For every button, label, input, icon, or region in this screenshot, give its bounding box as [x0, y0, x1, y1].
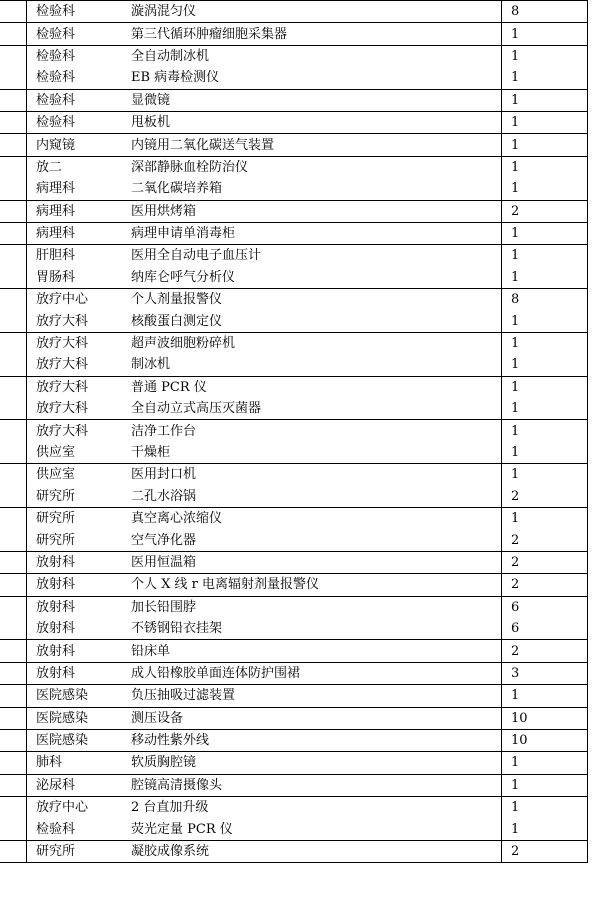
quantity-cell: 1	[502, 245, 588, 267]
equipment-name-cell: 核酸蛋白测定仪	[131, 313, 223, 329]
department-cell: 检验科	[27, 89, 132, 111]
index-cell	[0, 442, 27, 464]
equipment-name-cell: 二氧化碳培养箱	[131, 181, 223, 197]
department-cell: 放疗大科	[36, 357, 89, 373]
index-cell	[0, 551, 27, 573]
equipment-name-cell: 全自动立式高压灭菌器	[131, 401, 262, 417]
quantity-cell: 1	[502, 310, 588, 332]
table-row	[0, 200, 588, 222]
quantity-cell: 1	[502, 67, 588, 89]
quantity-cell: 10	[502, 707, 588, 729]
department-cell: 研究所	[27, 840, 132, 862]
department-cell: 放射科	[27, 640, 132, 662]
index-cell	[0, 729, 27, 751]
table-row	[0, 134, 588, 156]
table-row	[0, 420, 588, 442]
quantity-cell: 2	[502, 529, 588, 551]
index-cell	[0, 818, 27, 840]
table-row	[0, 222, 588, 244]
quantity-cell: 1	[502, 818, 588, 840]
table-row	[0, 507, 588, 529]
table-row	[0, 156, 588, 178]
quantity-cell: 1	[502, 752, 588, 774]
table-row	[0, 442, 588, 464]
equipment-name-cell: 个人 X 线 r 电离辐射剂量报警仪	[131, 574, 502, 596]
equipment-name-cell: 医用全自动电子血压计	[131, 245, 502, 267]
table-row	[0, 551, 588, 573]
quantity-cell: 1	[502, 267, 588, 289]
equipment-name-cell: 加长铅围脖	[131, 596, 502, 618]
equipment-name-cell: 普通 PCR 仪	[131, 376, 502, 398]
index-cell	[0, 178, 27, 200]
quantity-cell: 2	[502, 840, 588, 862]
index-cell	[0, 89, 27, 111]
department-cell: 研究所	[27, 507, 132, 529]
index-cell	[0, 332, 27, 354]
equipment-name-cell: 洁净工作台	[131, 420, 502, 442]
index-cell	[0, 134, 27, 156]
equipment-name-cell: 纳库仑呼气分析仪	[131, 269, 236, 285]
index-cell	[0, 1, 27, 23]
department-cell: 肝胆科	[27, 245, 132, 267]
equipment-name-cell: 深部静脉血栓防治仪	[131, 156, 502, 178]
table-row	[0, 840, 588, 862]
equipment-name-cell: 真空离心浓缩仪	[131, 507, 502, 529]
table-row	[0, 67, 588, 89]
table-row	[0, 178, 588, 200]
index-cell	[0, 420, 27, 442]
department-cell: 放射科	[27, 551, 132, 573]
equipment-name-cell: 医用烘烤箱	[131, 200, 502, 222]
table-row	[0, 685, 588, 707]
index-cell	[0, 640, 27, 662]
table-row	[0, 310, 588, 332]
department-cell: 检验科	[36, 821, 76, 837]
table-row	[0, 529, 588, 551]
index-cell	[0, 752, 27, 774]
department-cell: 检验科	[27, 23, 132, 45]
table-row	[0, 574, 588, 596]
index-cell	[0, 774, 27, 796]
equipment-name-cell: 凝胶成像系统	[131, 840, 502, 862]
index-cell	[0, 245, 27, 267]
table-row	[0, 398, 588, 420]
department-cell: 放疗中心	[27, 797, 132, 819]
quantity-cell: 2	[502, 640, 588, 662]
equipment-name-cell: 不锈钢铅衣挂架	[131, 621, 223, 637]
table-row	[0, 45, 588, 67]
quantity-cell: 2	[502, 574, 588, 596]
quantity-cell: 8	[502, 289, 588, 311]
table-row	[0, 89, 588, 111]
table-row	[0, 111, 588, 133]
index-cell	[0, 529, 27, 551]
department-cell: 医院感染	[27, 707, 132, 729]
department-cell: 病理科	[27, 200, 132, 222]
table-row	[0, 245, 588, 267]
equipment-name-cell: 甩板机	[131, 111, 502, 133]
quantity-cell: 1	[502, 398, 588, 420]
index-cell	[0, 707, 27, 729]
index-cell	[0, 574, 27, 596]
table-row	[0, 464, 588, 486]
department-cell: 放疗大科	[36, 401, 89, 417]
equipment-name-cell: 全自动制冰机	[131, 45, 502, 67]
equipment-name-cell: 腔镜高清摄像头	[131, 774, 502, 796]
quantity-cell: 2	[502, 551, 588, 573]
index-cell	[0, 67, 27, 89]
index-cell	[0, 376, 27, 398]
equipment-name-cell: 医用恒温箱	[131, 551, 502, 573]
department-cell: 检验科	[27, 45, 132, 67]
equipment-name-cell: 显微镜	[131, 89, 502, 111]
index-cell	[0, 398, 27, 420]
department-cell: 医院感染	[27, 685, 132, 707]
department-cell: 研究所	[36, 488, 76, 504]
index-cell	[0, 662, 27, 684]
department-cell: 内窥镜	[27, 134, 132, 156]
table-row	[0, 354, 588, 376]
department-cell: 病理科	[27, 222, 132, 244]
table-row	[0, 23, 588, 45]
department-cell: 病理科	[36, 181, 76, 197]
equipment-name-cell: 二孔水浴锅	[131, 488, 197, 504]
equipment-name-cell: 个人剂量报警仪	[131, 289, 502, 311]
quantity-cell: 1	[502, 442, 588, 464]
table-row	[0, 596, 588, 618]
index-cell	[0, 267, 27, 289]
quantity-cell: 1	[502, 45, 588, 67]
equipment-name-cell: 测压设备	[131, 707, 502, 729]
department-cell: 检验科	[27, 111, 132, 133]
equipment-name-cell: 超声波细胞粉碎机	[131, 332, 502, 354]
table-row	[0, 640, 588, 662]
index-cell	[0, 354, 27, 376]
equipment-name-cell: 漩涡混匀仪	[131, 1, 502, 23]
equipment-name-cell: 制冰机	[131, 357, 171, 373]
table-row	[0, 797, 588, 819]
department-cell: 供应室	[27, 464, 132, 486]
department-cell: 肺科	[27, 752, 132, 774]
index-cell	[0, 45, 27, 67]
department-cell: 放射科	[27, 662, 132, 684]
equipment-name-cell: 移动性紫外线	[131, 729, 502, 751]
table-row	[0, 729, 588, 751]
index-cell	[0, 464, 27, 486]
department-cell: 检验科	[27, 1, 132, 23]
quantity-cell: 1	[502, 23, 588, 45]
index-cell	[0, 111, 27, 133]
department-cell: 放疗大科	[27, 376, 132, 398]
equipment-name-cell: 荧光定量 PCR 仪	[131, 821, 233, 837]
equipment-name-cell: 第三代循环肿瘤细胞采集器	[131, 23, 502, 45]
quantity-cell: 1	[502, 178, 588, 200]
department-cell: 放疗大科	[27, 420, 132, 442]
quantity-cell: 1	[502, 507, 588, 529]
quantity-cell: 1	[502, 376, 588, 398]
department-cell: 放射科	[27, 574, 132, 596]
equipment-name-cell: 病理申请单消毒柜	[131, 222, 502, 244]
quantity-cell: 1	[502, 420, 588, 442]
table-row	[0, 486, 588, 508]
index-cell	[0, 200, 27, 222]
quantity-cell: 1	[502, 332, 588, 354]
quantity-cell: 1	[502, 156, 588, 178]
index-cell	[0, 618, 27, 640]
index-cell	[0, 840, 27, 862]
department-cell: 检验科	[36, 70, 76, 86]
table-row	[0, 267, 588, 289]
table-row	[0, 376, 588, 398]
equipment-name-cell: 负压抽吸过滤装置	[131, 685, 502, 707]
equipment-name-cell: 铅床单	[131, 640, 502, 662]
quantity-cell: 6	[502, 618, 588, 640]
quantity-cell: 1	[502, 464, 588, 486]
equipment-name-cell: 空气净化器	[131, 532, 197, 548]
table-row	[0, 818, 588, 840]
table-row	[0, 289, 588, 311]
department-cell: 研究所	[36, 532, 76, 548]
index-cell	[0, 310, 27, 332]
index-cell	[0, 685, 27, 707]
department-cell: 放疗大科	[36, 313, 89, 329]
index-cell	[0, 486, 27, 508]
quantity-cell: 1	[502, 89, 588, 111]
index-cell	[0, 507, 27, 529]
quantity-cell: 1	[502, 774, 588, 796]
department-cell: 放二	[27, 156, 132, 178]
quantity-cell: 1	[502, 685, 588, 707]
equipment-name-cell: 内镜用二氧化碳送气装置	[131, 134, 502, 156]
department-cell: 供应室	[36, 445, 76, 460]
index-cell	[0, 222, 27, 244]
table-body	[0, 1, 588, 863]
equipment-name-cell: 医用封口机	[131, 464, 502, 486]
index-cell	[0, 156, 27, 178]
index-cell	[0, 596, 27, 618]
table-row	[0, 707, 588, 729]
index-cell	[0, 23, 27, 45]
quantity-cell: 1	[502, 354, 588, 376]
quantity-cell: 8	[502, 1, 588, 23]
quantity-cell: 1	[502, 111, 588, 133]
table-row	[0, 618, 588, 640]
quantity-cell: 6	[502, 596, 588, 618]
equipment-name-cell: 成人铅橡胶单面连体防护围裙	[131, 662, 502, 684]
department-cell: 泌尿科	[27, 774, 132, 796]
quantity-cell: 2	[502, 200, 588, 222]
quantity-cell: 10	[502, 729, 588, 751]
department-cell: 放疗中心	[27, 289, 132, 311]
index-cell	[0, 289, 27, 311]
equipment-name-cell: 2 台直加升级	[131, 797, 502, 819]
table-row	[0, 332, 588, 354]
table-row	[0, 752, 588, 774]
equipment-name-cell: EB 病毒检测仪	[131, 70, 220, 86]
department-cell: 放射科	[27, 596, 132, 618]
quantity-cell: 3	[502, 662, 588, 684]
quantity-cell: 1	[502, 134, 588, 156]
department-cell: 放疗大科	[27, 332, 132, 354]
equipment-name-cell: 软质胸腔镜	[131, 752, 502, 774]
table-row	[0, 1, 588, 23]
department-cell: 胃肠科	[36, 269, 76, 285]
department-cell: 放射科	[36, 621, 76, 637]
quantity-cell: 2	[502, 486, 588, 508]
equipment-name-cell: 干燥柜	[131, 445, 171, 460]
table-row	[0, 662, 588, 684]
department-cell: 医院感染	[27, 729, 132, 751]
quantity-cell: 1	[502, 797, 588, 819]
table-row	[0, 774, 588, 796]
index-cell	[0, 797, 27, 819]
quantity-cell: 1	[502, 222, 588, 244]
